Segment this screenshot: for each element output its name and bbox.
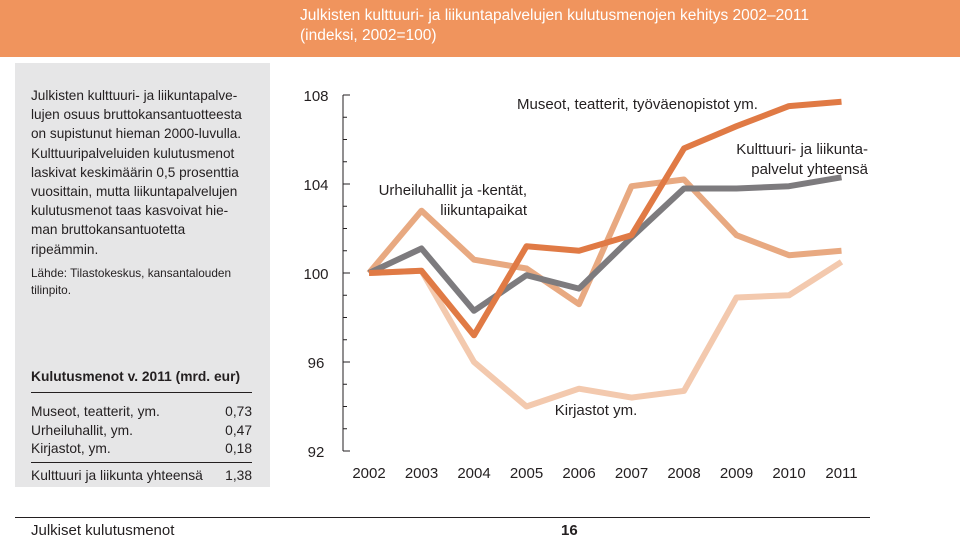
- description-line: laskivat keskimäärin 0,5 prosenttia: [31, 164, 239, 180]
- row-value: 0,47: [225, 422, 252, 438]
- chart-title-line: Julkisten kulttuuri- ja liikuntapalvelujen kulutusmenojen kehitys 2002–2011: [300, 7, 809, 24]
- total-label: Kulttuuri ja liikunta yhteensä: [31, 467, 203, 483]
- y-tick-label: 96: [307, 355, 325, 372]
- x-tick-label: 2005: [509, 465, 544, 482]
- source-line: tilinpito.: [31, 283, 71, 297]
- y-tick-label: 100: [303, 266, 329, 283]
- series-label: Kulttuuri- ja liikunta-: [736, 141, 868, 158]
- page-number: 16: [561, 522, 578, 539]
- x-tick-label: 2010: [772, 465, 806, 482]
- x-tick-label: 2002: [352, 465, 386, 482]
- series-label: Urheiluhallit ja -kentät,: [378, 182, 527, 199]
- description-line: ripeämmin.: [31, 241, 99, 257]
- description-line: vuosittain, mutta liikuntapalvelujen: [31, 184, 238, 200]
- description-line: Julkisten kulttuuri- ja liikuntapalve-: [31, 88, 238, 103]
- description-line: on supistunut hieman 2000-luvulla.: [31, 126, 242, 142]
- x-tick-label: 2007: [614, 465, 649, 482]
- spending-table-title: Kulutusmenot v. 2011 (mrd. eur): [31, 369, 241, 384]
- row-value: 0,73: [225, 404, 252, 419]
- x-tick-label: 2008: [667, 465, 701, 482]
- series-label: Kirjastot ym.: [554, 402, 638, 419]
- series-label: liikuntapaikat: [440, 202, 527, 219]
- series-line: [369, 262, 842, 407]
- x-tick-label: 2006: [562, 465, 596, 482]
- x-tick-label: 2003: [404, 465, 439, 482]
- row-value: 0,18: [225, 441, 252, 456]
- description-line: kulutusmenot taas kasvoivat hie-: [31, 203, 229, 219]
- row-label: Urheiluhallit, ym.: [31, 422, 133, 438]
- description-line: Kulttuuripalveluiden kulutusmenot: [31, 145, 235, 161]
- x-tick-label: 2011: [825, 465, 858, 482]
- total-value: 1,38: [225, 467, 252, 483]
- chart-subtitle: (indeksi, 2002=100): [300, 27, 437, 44]
- description-line: lujen osuus bruttokansantuotteesta: [31, 107, 242, 123]
- y-tick-label: 92: [307, 444, 325, 461]
- series-label: Museot, teatterit, työväenopistot ym.: [517, 96, 758, 113]
- y-tick-label: 108: [303, 88, 329, 105]
- footer-divider: [15, 517, 870, 518]
- x-tick-label: 2004: [457, 465, 491, 482]
- x-tick-label: 2009: [719, 465, 754, 482]
- row-label: Kirjastot, ym.: [31, 441, 111, 456]
- source-line: Lähde: Tilastokeskus, kansantalouden: [31, 266, 232, 280]
- y-tick-label: 104: [303, 177, 329, 194]
- row-label: Museot, teatterit, ym.: [31, 404, 160, 419]
- footer-section-title: Julkiset kulutusmenot: [31, 522, 175, 539]
- description-line: man bruttokansantuotetta: [31, 222, 186, 238]
- series-label: palvelut yhteensä: [751, 161, 868, 178]
